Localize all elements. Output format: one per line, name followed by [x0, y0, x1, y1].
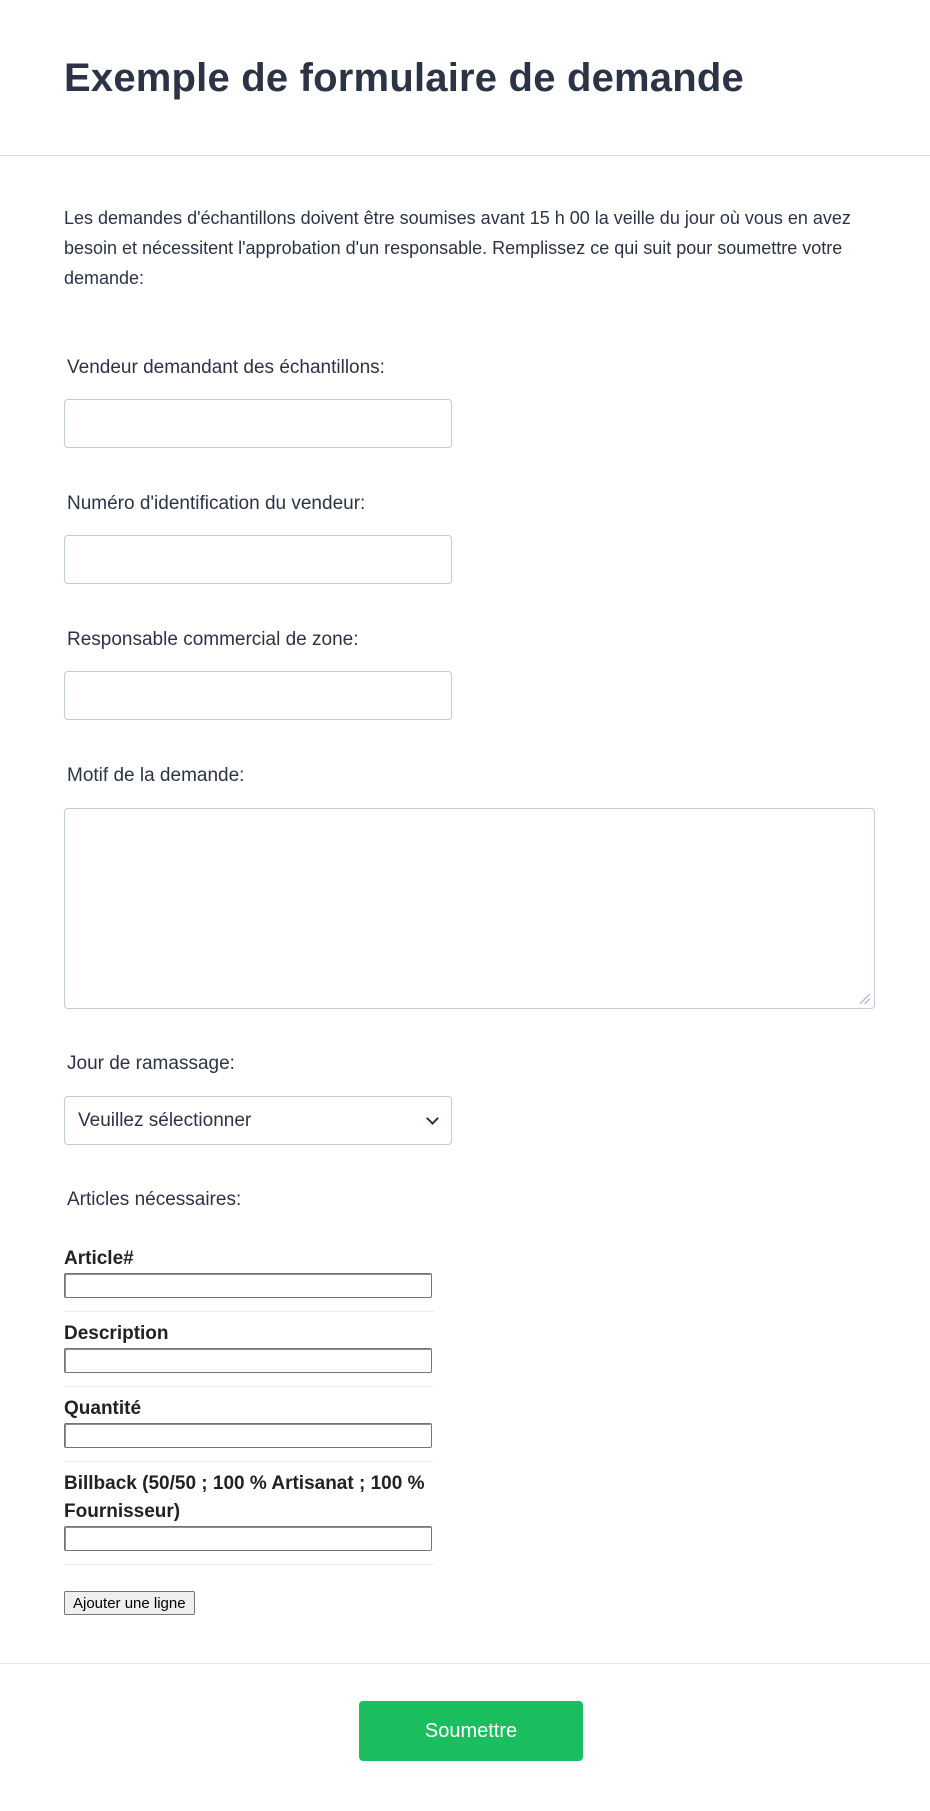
vendor-label: Vendeur demandant des échantillons:: [67, 357, 385, 378]
zone-manager-input[interactable]: [64, 671, 452, 720]
intro-text: Les demandes d'échantillons doivent être soumises avant 15 h 00 la veille du jour où vous en avez besoin et nécessitent l'approbation d'un responsable. Remplissez ce qui suit pour soumettre votre demande:: [64, 208, 851, 288]
item-field-description: [64, 1320, 434, 1387]
page-title: Exemple de formulaire de demande: [64, 56, 744, 100]
items-label: Articles nécessaires:: [67, 1189, 242, 1210]
article-number-label: Article#: [64, 1248, 134, 1269]
submit-button[interactable]: Soumettre: [359, 1701, 583, 1761]
billback-input[interactable]: [64, 1526, 432, 1551]
item-field-article: [64, 1245, 434, 1312]
quantity-input[interactable]: [64, 1423, 432, 1448]
vendor-id-input[interactable]: [64, 535, 452, 584]
vendor-input[interactable]: [64, 399, 452, 448]
item-field-quantity: [64, 1395, 434, 1462]
chevron-down-icon: [426, 1112, 439, 1125]
resize-handle-icon[interactable]: [860, 994, 870, 1004]
vendor-id-label: Numéro d'identification du vendeur:: [67, 493, 366, 514]
zone-manager-label: Responsable commercial de zone:: [67, 629, 359, 650]
billback-label: Billback (50/50 ; 100 % Artisanat ; 100 % Fournisseur): [64, 1473, 425, 1522]
pickup-day-selected-value: Veuillez sélectionner: [78, 1109, 252, 1131]
items-table: [64, 1245, 434, 1573]
description-input[interactable]: [64, 1348, 432, 1373]
footer-divider: [0, 1663, 930, 1664]
add-row-button[interactable]: Ajouter une ligne: [64, 1591, 195, 1615]
article-number-input[interactable]: [64, 1273, 432, 1298]
form-header: [0, 0, 930, 156]
pickup-day-label: Jour de ramassage:: [67, 1053, 235, 1074]
item-field-billback: [64, 1470, 434, 1565]
description-label: Description: [64, 1323, 169, 1344]
reason-textarea[interactable]: [64, 808, 875, 1009]
reason-label: Motif de la demande:: [67, 765, 245, 786]
quantity-label: Quantité: [64, 1398, 142, 1419]
pickup-day-select[interactable]: [64, 1096, 452, 1145]
